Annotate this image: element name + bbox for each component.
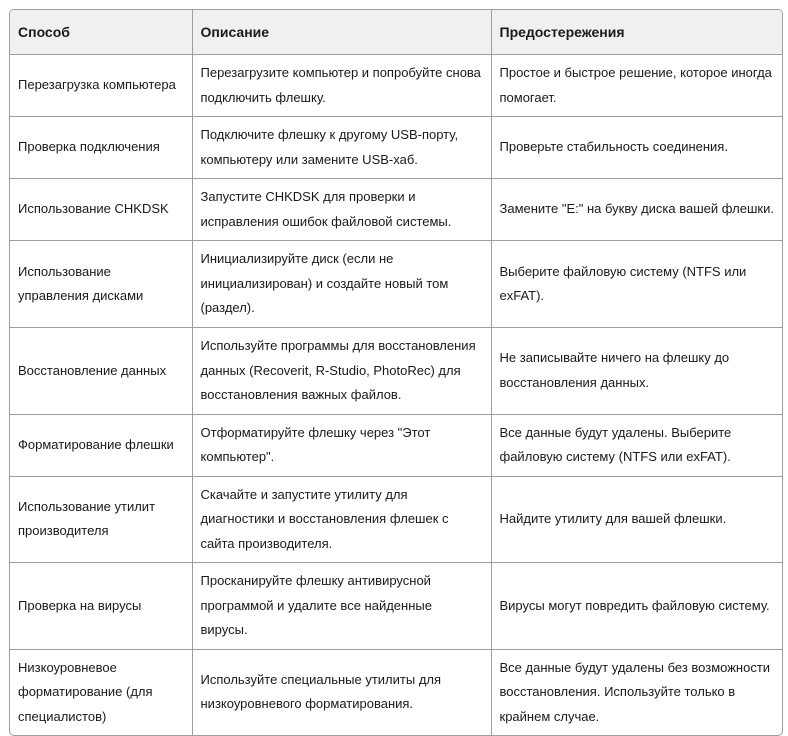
methods-table-container (9, 9, 783, 736)
cell-warning: Все данные будут удалены без возможности восстановления. Используйте только в крайнем случае. (491, 649, 782, 735)
cell-warning: Замените "E:" на букву диска вашей флешки. (491, 179, 782, 241)
header-method: Способ (10, 10, 192, 55)
cell-method: Использование CHKDSK (10, 179, 192, 241)
cell-description: Инициализируйте диск (если не инициализирован) и создайте новый том (раздел). (192, 241, 491, 328)
cell-description: Перезагрузите компьютер и попробуйте снова подключить флешку. (192, 55, 491, 117)
table-header-row (10, 10, 782, 55)
table-row (10, 414, 782, 476)
table-row (10, 117, 782, 179)
cell-method: Форматирование флешки (10, 414, 192, 476)
table-row (10, 328, 782, 415)
methods-table (10, 10, 782, 735)
cell-method: Восстановление данных (10, 328, 192, 415)
table-row (10, 649, 782, 735)
cell-warning: Все данные будут удалены. Выберите файловую систему (NTFS или exFAT). (491, 414, 782, 476)
cell-description: Просканируйте флешку антивирусной программой и удалите все найденные вирусы. (192, 563, 491, 650)
cell-warning: Выберите файловую систему (NTFS или exFAT). (491, 241, 782, 328)
cell-method: Использование утилит производителя (10, 476, 192, 563)
cell-method: Использование управления дисками (10, 241, 192, 328)
table-row (10, 179, 782, 241)
table-row (10, 563, 782, 650)
cell-description: Отформатируйте флешку через "Этот компьютер". (192, 414, 491, 476)
cell-method: Проверка на вирусы (10, 563, 192, 650)
header-description: Описание (192, 10, 491, 55)
cell-description: Подключите флешку к другому USB-порту, компьютеру или замените USB-хаб. (192, 117, 491, 179)
cell-method: Перезагрузка компьютера (10, 55, 192, 117)
table-row (10, 55, 782, 117)
table-row (10, 241, 782, 328)
cell-warning: Вирусы могут повредить файловую систему. (491, 563, 782, 650)
header-warnings: Предостережения (491, 10, 782, 55)
cell-description: Скачайте и запустите утилиту для диагностики и восстановления флешек с сайта производителя. (192, 476, 491, 563)
cell-warning: Простое и быстрое решение, которое иногда помогает. (491, 55, 782, 117)
cell-description: Запустите CHKDSK для проверки и исправления ошибок файловой системы. (192, 179, 491, 241)
cell-description: Используйте специальные утилиты для низкоуровневого форматирования. (192, 649, 491, 735)
cell-description: Используйте программы для восстановления данных (Recoverit, R-Studio, PhotoRec) для восстановления важных файлов. (192, 328, 491, 415)
cell-warning: Найдите утилиту для вашей флешки. (491, 476, 782, 563)
cell-warning: Проверьте стабильность соединения. (491, 117, 782, 179)
cell-method: Низкоуровневое форматирование (для специалистов) (10, 649, 192, 735)
table-row (10, 476, 782, 563)
cell-method: Проверка подключения (10, 117, 192, 179)
cell-warning: Не записывайте ничего на флешку до восстановления данных. (491, 328, 782, 415)
